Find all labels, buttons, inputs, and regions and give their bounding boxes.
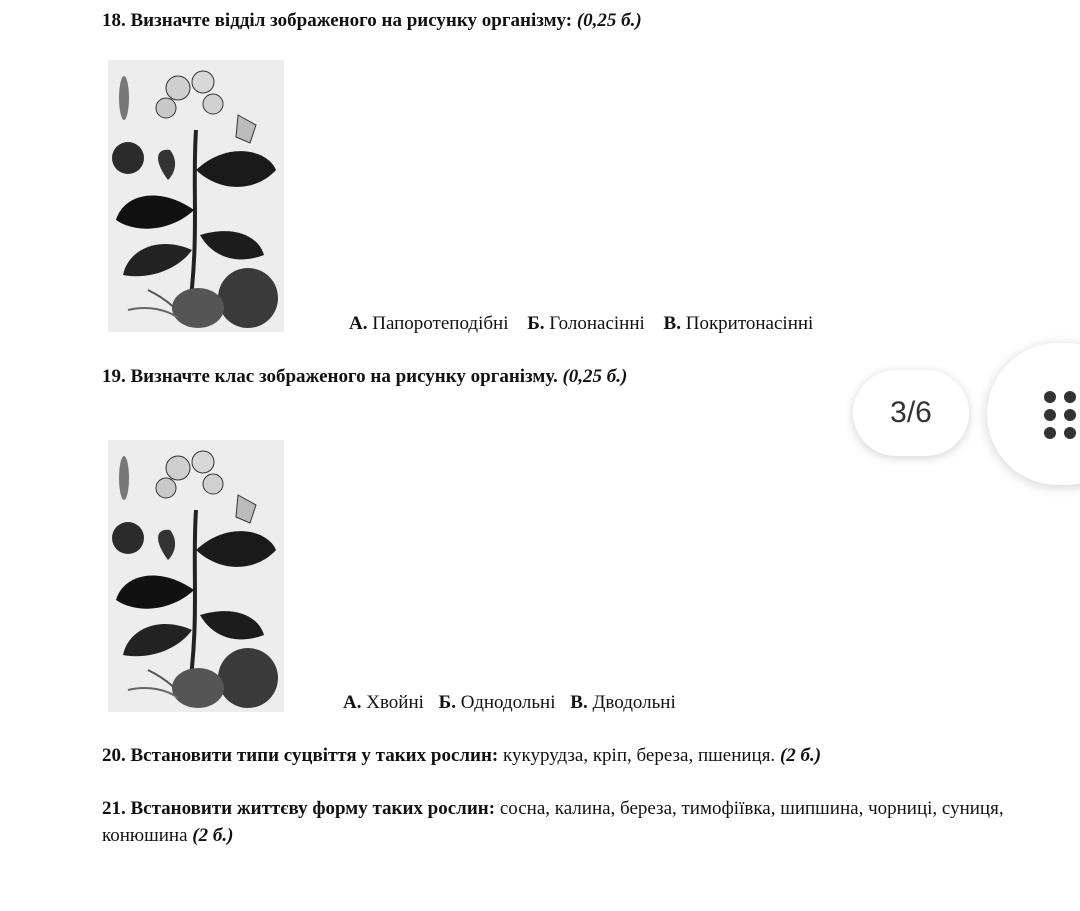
- question-20: [102, 743, 821, 769]
- question-19: [102, 364, 627, 390]
- question-21-body: сосна, калина, береза, тимофіївка, шипшина, чорниці, суниця, конюшина: [102, 798, 1004, 846]
- menu-button[interactable]: [987, 343, 1080, 485]
- question-19-heading: Визначте клас зображеного на рисунку організму.: [130, 366, 558, 387]
- question-18-heading: Визначте відділ зображеного на рисунку організму:: [130, 10, 573, 31]
- option-v[interactable]: В. Дводольні: [570, 692, 676, 713]
- question-19-points: (0,25 б.): [562, 366, 628, 387]
- question-20-points: (2 б.): [779, 745, 822, 766]
- question-20-number: 20.: [102, 745, 126, 766]
- question-18-number: 18.: [102, 10, 126, 31]
- potato-plant-illustration: [108, 60, 284, 332]
- question-18-options: [349, 313, 827, 335]
- option-a[interactable]: А. Хвойні: [343, 692, 424, 713]
- option-v[interactable]: В. Покритонасінні: [663, 313, 814, 334]
- question-21: [102, 795, 1022, 849]
- question-21-number: 21.: [102, 798, 126, 819]
- option-a[interactable]: А. Папоротеподібні: [349, 313, 509, 334]
- question-20-heading: Встановити типи суцвіття у таких рослин:: [130, 745, 499, 766]
- question-21-points: (2 б.): [192, 825, 234, 846]
- question-19-options: [343, 692, 690, 714]
- potato-plant-illustration-2: [108, 440, 284, 712]
- question-18-points: (0,25 б.): [576, 10, 642, 31]
- question-18: [102, 8, 642, 34]
- option-b[interactable]: Б. Голонасінні: [527, 313, 645, 334]
- page-indicator[interactable]: 3/6: [853, 370, 969, 456]
- question-20-body: кукурудза, кріп, береза, пшениця.: [503, 745, 776, 766]
- dots-grid-icon: [1044, 391, 1080, 439]
- option-b[interactable]: Б. Однодольні: [438, 692, 556, 713]
- question-21-heading: Встановити життєву форму таких рослин:: [130, 798, 496, 819]
- question-19-number: 19.: [102, 366, 126, 387]
